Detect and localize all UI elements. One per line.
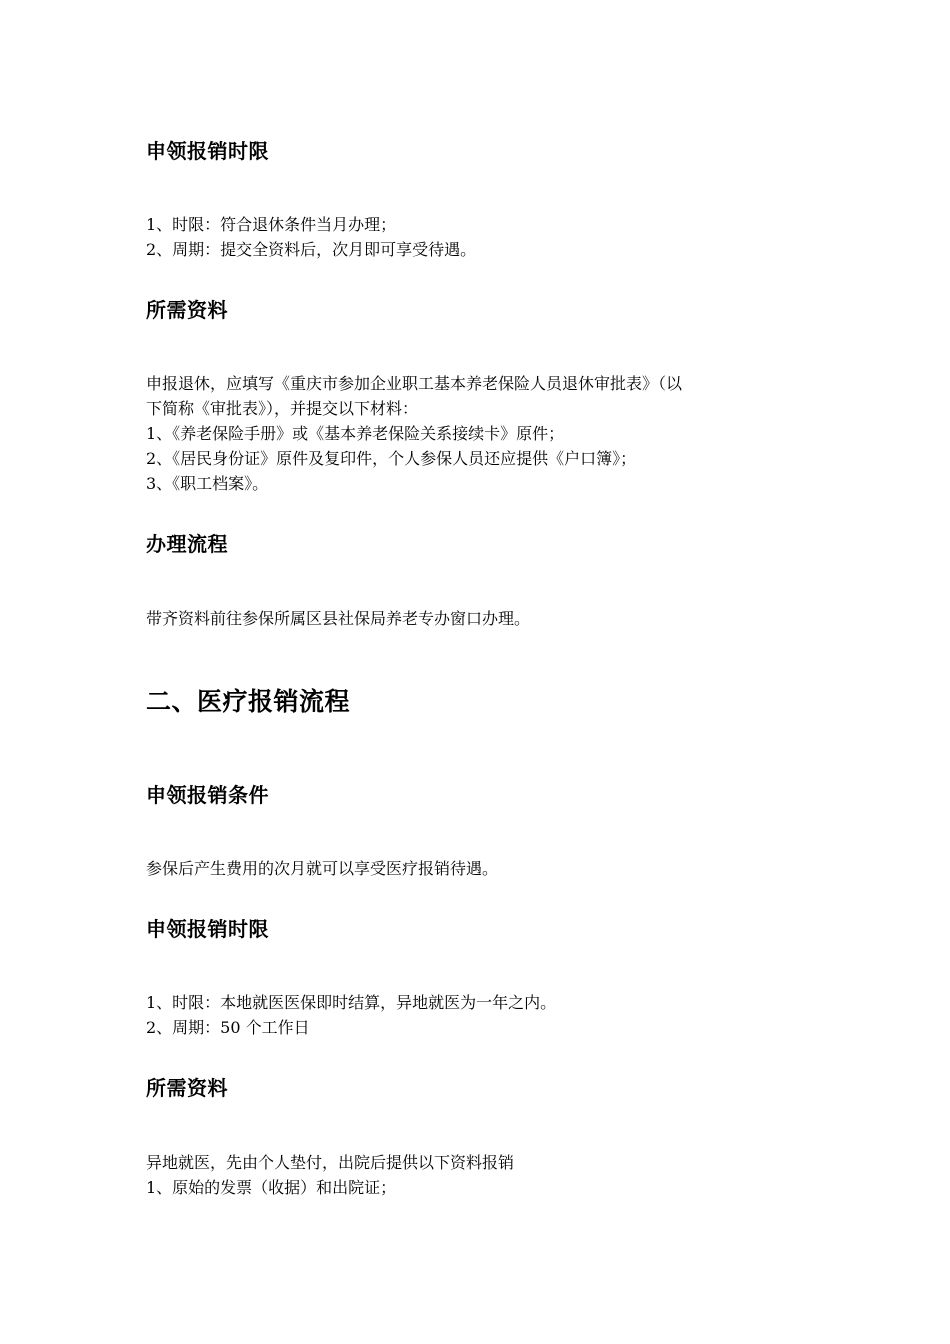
pension-time-limit-item: 1、时限：符合退休条件当月办理； bbox=[146, 215, 397, 234]
medical-conditions-heading: 申领报销条件 bbox=[146, 783, 269, 807]
medical-time-limit-item: 2、周期：50 个工作日 bbox=[146, 1018, 310, 1037]
medical-materials-intro: 异地就医，先由个人垫付，出院后提供以下资料报销 bbox=[146, 1153, 515, 1172]
medical-conditions-text: 参保后产生费用的次月就可以享受医疗报销待遇。 bbox=[146, 859, 499, 878]
pension-time-limit-item: 2、周期：提交全资料后，次月即可享受待遇。 bbox=[146, 240, 477, 259]
pension-process-text: 带齐资料前往参保所属区县社保局养老专办窗口办理。 bbox=[146, 609, 531, 628]
pension-materials-item: 2、《居民身份证》原件及复印件，个人参保人员还应提供《户口簿》； bbox=[146, 449, 637, 468]
medical-materials-item: 1、原始的发票（收据）和出院证； bbox=[146, 1178, 397, 1197]
medical-time-limit-heading: 申领报销时限 bbox=[146, 917, 269, 941]
pension-materials-item: 3、《职工档案》。 bbox=[146, 474, 269, 493]
pension-materials-item: 1、《养老保险手册》或《基本养老保险关系接续卡》原件； bbox=[146, 424, 565, 443]
medical-section-title: 二、医疗报销流程 bbox=[146, 687, 351, 716]
pension-time-limit-heading: 申领报销时限 bbox=[146, 139, 269, 163]
medical-materials-heading: 所需资料 bbox=[146, 1076, 228, 1100]
pension-materials-heading: 所需资料 bbox=[146, 298, 228, 322]
pension-materials-intro-cont: 下简称《审批表》），并提交以下材料： bbox=[146, 399, 419, 418]
pension-materials-intro: 申报退休，应填写《重庆市参加企业职工基本养老保险人员退休审批表》（以 bbox=[146, 374, 683, 393]
pension-process-heading: 办理流程 bbox=[146, 532, 228, 556]
medical-time-limit-item: 1、时限：本地就医医保即时结算，异地就医为一年之内。 bbox=[146, 993, 557, 1012]
